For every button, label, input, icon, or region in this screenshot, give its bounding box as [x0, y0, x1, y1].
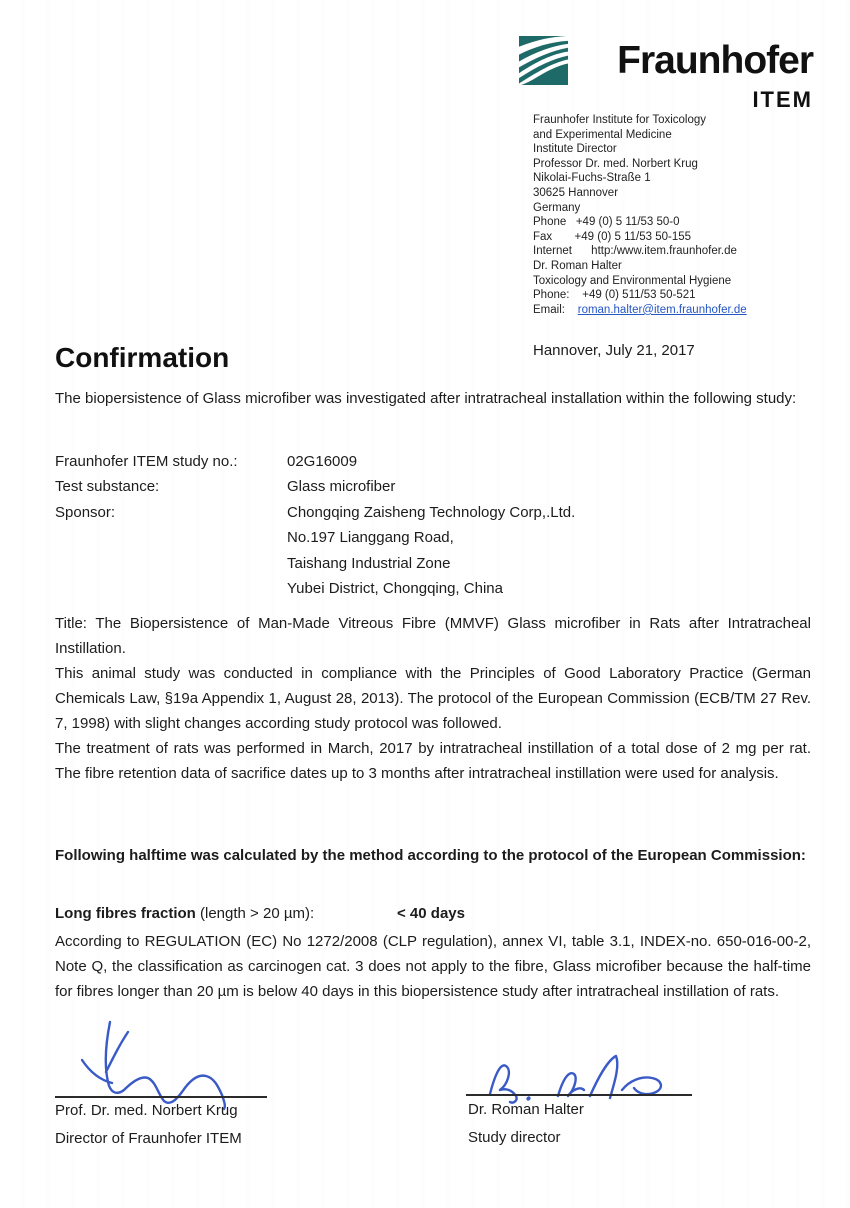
long-fibres-result-row — [55, 901, 811, 926]
signer-title-right: Study director — [468, 1129, 561, 1146]
detail-value: Yubei District, Chongqing, China — [287, 579, 503, 597]
address-line: Institute Director — [533, 143, 617, 156]
detail-label: Test substance: — [55, 478, 160, 496]
detail-value: Taishang Industrial Zone — [287, 554, 451, 572]
detail-row-sponsor-address — [55, 525, 811, 550]
brand-institute-abbrev: ITEM — [752, 87, 813, 112]
address-line: Professor Dr. med. Norbert Krug — [533, 157, 698, 170]
address-line: Fraunhofer Institute for Toxicology — [533, 114, 707, 126]
detail-row-study-no — [55, 449, 811, 474]
address-line: 30625 Hannover — [533, 186, 619, 199]
detail-value: 02G16009 — [287, 453, 358, 470]
address-line-internet: Internet http:/www.item.fraunhofer.de — [533, 245, 737, 258]
signature-line-right — [466, 1094, 692, 1096]
address-line: Dr. Roman Halter — [533, 259, 622, 272]
address-line-phone: Phone +49 (0) 5 11/53 50-0 — [533, 216, 680, 229]
address-line-phone-direct: Phone: +49 (0) 511/53 50-521 — [533, 289, 696, 302]
long-fibres-value: < 40 days — [397, 905, 465, 922]
long-fibres-condition: (length > 20 µm): — [195, 905, 315, 922]
study-details-block — [55, 449, 811, 601]
glp-paragraph: This animal study was conducted in compliance with the Principles of Good Laboratory Practice (German Chemicals Law, §19a Appendix 1, August 28, 2013). The protocol of the European Commission (ECB/TM 27 Rev. 7, 1998) with slight changes according study protocol was followed. — [55, 665, 811, 732]
address-line-fax: Fax +49 (0) 5 11/53 50-155 — [533, 230, 692, 243]
detail-value: Chongqing Zaisheng Technology Corp,.Ltd. — [287, 503, 576, 521]
long-fibres-label: Long fibres fraction — [55, 905, 196, 922]
detail-row-test-substance — [55, 474, 811, 499]
detail-value: No.197 Lianggang Road, — [287, 529, 454, 547]
fraunhofer-logo-icon — [519, 36, 568, 85]
signature-line-left — [55, 1096, 267, 1098]
document-title: Confirmation — [55, 342, 230, 373]
signer-name-right: Dr. Roman Halter — [468, 1101, 584, 1118]
detail-value: Glass microfiber — [287, 478, 396, 496]
title-paragraph: Title: The Biopersistence of Man-Made Vitreous Fibre (MMVF) Glass microfiber in Rats after Intratracheal Instillation. — [55, 615, 811, 657]
detail-row-sponsor-address — [55, 551, 811, 576]
place-date-line: Hannover, July 21, 2017 — [533, 342, 695, 359]
detail-row-sponsor — [55, 500, 811, 525]
address-line: and Experimental Medicine — [533, 128, 672, 141]
sender-address-block — [533, 113, 833, 317]
address-line-email — [533, 303, 833, 318]
signer-title-left: Director of Fraunhofer ITEM — [55, 1130, 242, 1147]
halftime-heading: Following halftime was calculated by the method according to the protocol of the European Commission: — [55, 847, 806, 864]
email-link[interactable]: roman.halter@item.fraunhofer.de — [577, 303, 747, 316]
brand-wordmark: Fraunhofer — [617, 39, 813, 82]
email-label: Email: — [533, 303, 578, 316]
regulation-paragraph: According to REGULATION (EC) No 1272/2008 (CLP regulation), annex VI, table 3.1, INDEX-no. 650-016-00-2, Note Q, the classification as carcinogen cat. 3 does not apply to the fibre, Glass microfiber because the half-time for fibres longer than 20 µm is below 40 days in this biopersistence study after intratracheal instillation of rats. — [55, 933, 811, 1000]
detail-label: Fraunhofer ITEM study no.: — [55, 453, 238, 470]
treatment-paragraph: The treatment of rats was performed in March, 2017 by intratracheal instillation of a total dose of 2 mg per rat. The fibre retention data of sacrifice dates up to 3 months after intratracheal instillation were used for analysis. — [55, 740, 811, 782]
intro-paragraph: The biopersistence of Glass microfiber was investigated after intratracheal installation within the following study: — [55, 390, 797, 407]
signer-name-left: Prof. Dr. med. Norbert Krug — [55, 1102, 238, 1119]
address-line: Germany — [533, 201, 581, 214]
detail-label: Sponsor: — [55, 503, 116, 521]
address-line: Toxicology and Environmental Hygiene — [533, 274, 732, 287]
detail-row-sponsor-address — [55, 576, 811, 601]
address-line: Nikolai-Fuchs-Straße 1 — [533, 172, 651, 185]
main-text-block — [55, 611, 811, 786]
